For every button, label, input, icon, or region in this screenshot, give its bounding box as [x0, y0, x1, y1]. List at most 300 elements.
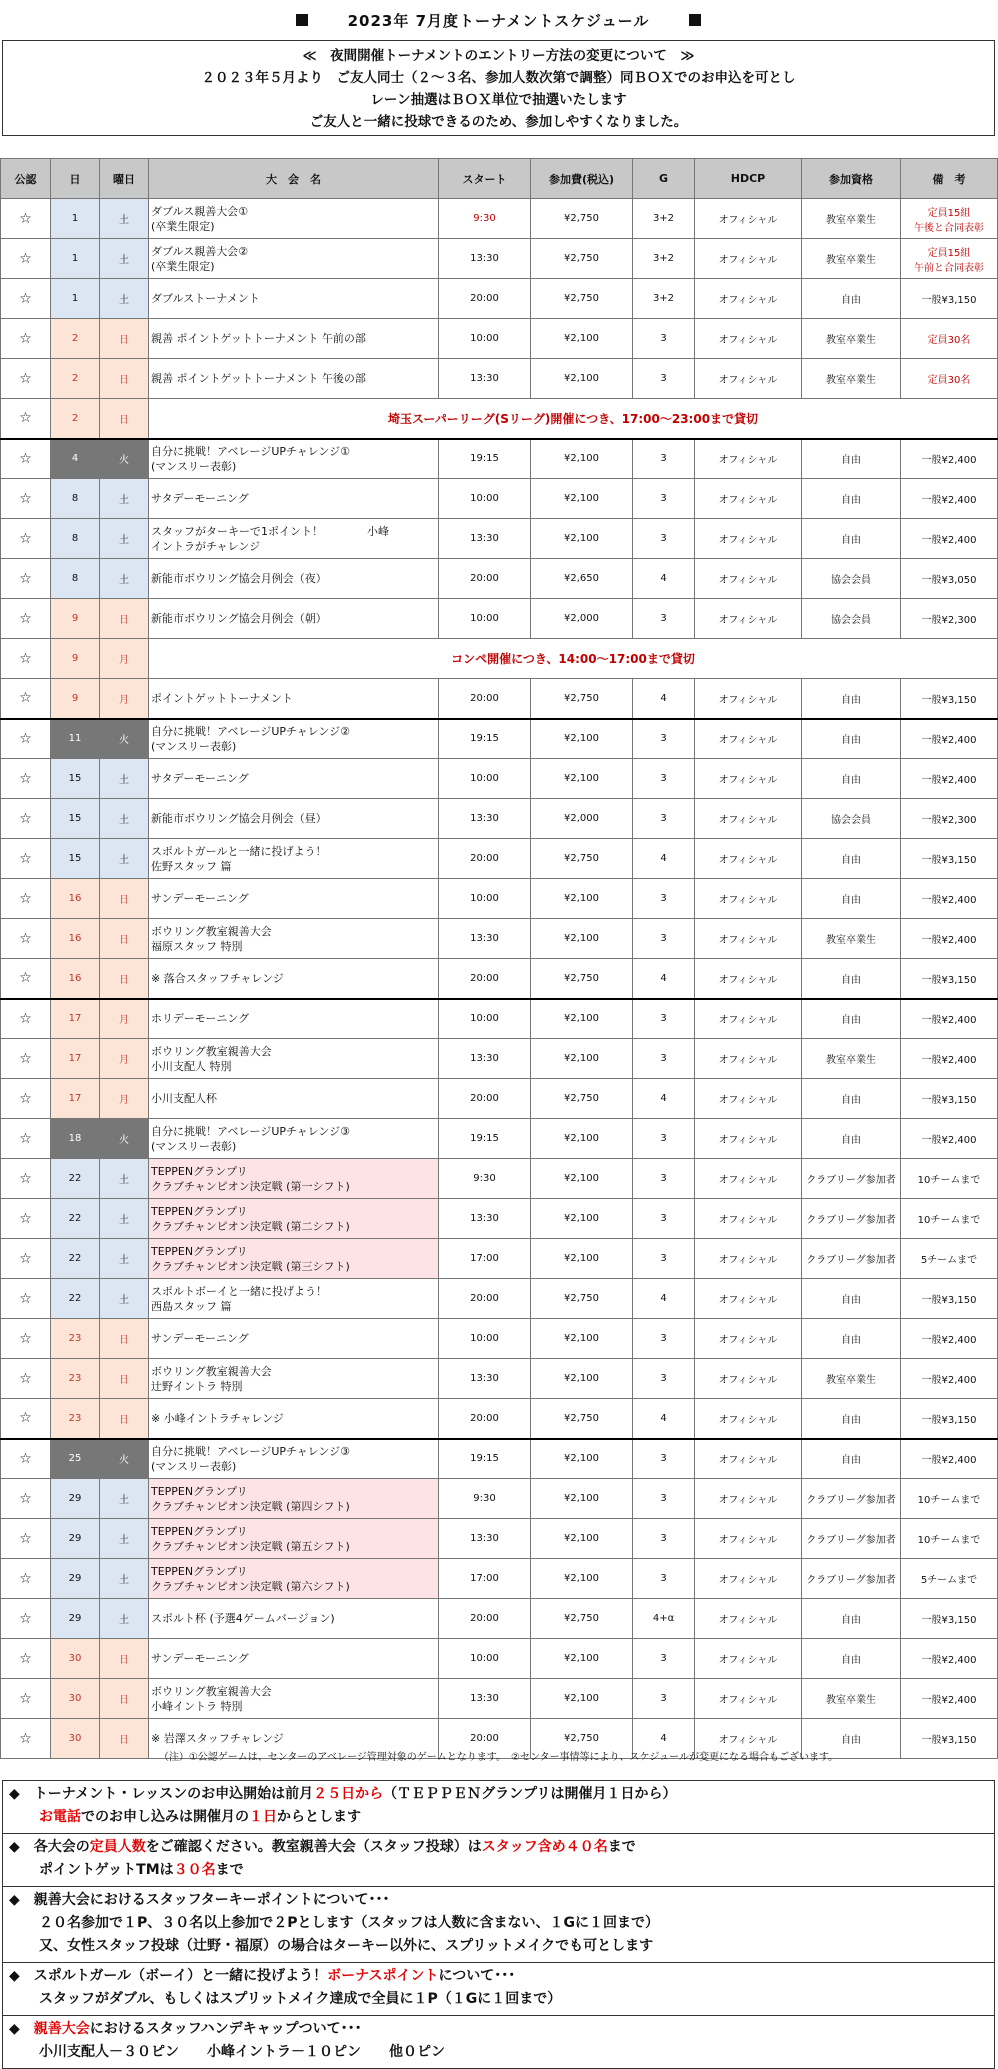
entry-method-notice — [2, 40, 995, 136]
hdcp: オフィシャル — [695, 799, 802, 839]
table-row — [1, 1439, 998, 1479]
start-time: 13:30 — [439, 359, 531, 399]
info-text: ◆ — [9, 2021, 34, 2037]
start-time: 13:30 — [439, 1679, 531, 1719]
col-eligibility: 参加資格 — [802, 159, 901, 199]
name-line: サタデーモーニング — [151, 492, 249, 505]
day-cell: 1 — [51, 199, 100, 239]
eligibility: 自由 — [802, 439, 901, 479]
day-cell: 30 — [51, 1679, 100, 1719]
games: 3 — [633, 599, 695, 639]
name-line: 新能市ボウリング協会月例会（夜） — [151, 572, 327, 585]
eligibility: 協会会員 — [802, 559, 901, 599]
hdcp: オフィシャル — [695, 519, 802, 559]
notes-line: 一般¥2,400 — [921, 1455, 977, 1467]
table-row — [1, 1479, 998, 1519]
notes-line: 一般¥3,150 — [921, 295, 977, 306]
official-star: ☆ — [1, 919, 51, 959]
info-block — [3, 1887, 994, 1963]
weekday-cell: 土 — [100, 199, 149, 239]
hdcp: オフィシャル — [695, 839, 802, 879]
start-time: 20:00 — [439, 279, 531, 319]
notes — [901, 679, 998, 719]
notes-line: 一般¥2,400 — [921, 535, 977, 546]
weekday-cell: 土 — [100, 559, 149, 599]
weekday-cell: 土 — [100, 1559, 149, 1599]
notes — [901, 239, 998, 279]
fee: ¥2,100 — [531, 879, 633, 919]
day-cell: 9 — [51, 639, 100, 679]
games: 3 — [633, 1119, 695, 1159]
official-star: ☆ — [1, 1119, 51, 1159]
games: 3 — [633, 799, 695, 839]
start-time: 20:00 — [439, 1599, 531, 1639]
day-cell: 8 — [51, 519, 100, 559]
weekday-cell: 火 — [100, 439, 149, 479]
official-star: ☆ — [1, 359, 51, 399]
tournament-name — [149, 559, 439, 599]
hdcp: オフィシャル — [695, 999, 802, 1039]
weekday-cell: 土 — [100, 1599, 149, 1639]
name-line: 自分に挑戦！アベレージUPチャレンジ③ — [151, 1124, 351, 1138]
weekday-cell: 火 — [100, 1119, 149, 1159]
official-star: ☆ — [1, 1239, 51, 1279]
info-text: をご確認ください。教室親善大会（スタッフ投球）は — [145, 1839, 482, 1855]
name-line: クラブチャンピオン決定戦 (第一シフト) — [151, 1179, 350, 1193]
info-line — [9, 1859, 988, 1882]
info-highlight: 親善大会 — [33, 2021, 90, 2037]
table-row — [1, 879, 998, 919]
fee: ¥2,100 — [531, 1559, 633, 1599]
fee: ¥2,100 — [531, 759, 633, 799]
tournament-name — [149, 879, 439, 919]
official-star: ☆ — [1, 519, 51, 559]
official-star: ☆ — [1, 1359, 51, 1399]
notes-line: 定員30名 — [927, 335, 971, 346]
name-line: クラブチャンピオン決定戦 (第三シフト) — [151, 1259, 350, 1273]
col-hdcp: HDCP — [695, 159, 802, 199]
official-star: ☆ — [1, 199, 51, 239]
notes — [901, 1599, 998, 1639]
official-star: ☆ — [1, 479, 51, 519]
name-line: 自分に挑戦！アベレージUPチャレンジ① — [151, 444, 351, 458]
tournament-name — [149, 1559, 439, 1599]
info-text: （ＴＥＰＰＥＮグランプリは開催月１日から） — [383, 1786, 677, 1802]
col-games: G — [633, 159, 695, 199]
hdcp: オフィシャル — [695, 559, 802, 599]
table-row — [1, 639, 998, 679]
weekday-cell: 土 — [100, 1199, 149, 1239]
games: 4 — [633, 839, 695, 879]
weekday-cell: 土 — [100, 1159, 149, 1199]
notes-line: 一般¥3,050 — [921, 575, 977, 586]
table-row — [1, 279, 998, 319]
fee: ¥2,750 — [531, 1399, 633, 1439]
table-row — [1, 1599, 998, 1639]
fee: ¥2,750 — [531, 1079, 633, 1119]
start-time: 17:00 — [439, 1559, 531, 1599]
notes — [901, 1679, 998, 1719]
eligibility: 自由 — [802, 1079, 901, 1119]
fee: ¥2,650 — [531, 559, 633, 599]
fee: ¥2,750 — [531, 1279, 633, 1319]
notes-line: 5チームまで — [920, 1575, 978, 1586]
hdcp: オフィシャル — [695, 319, 802, 359]
eligibility: 教室卒業生 — [802, 1359, 901, 1399]
day-cell: 9 — [51, 599, 100, 639]
hdcp: オフィシャル — [695, 1359, 802, 1399]
eligibility: 自由 — [802, 999, 901, 1039]
start-time: 20:00 — [439, 559, 531, 599]
official-star: ☆ — [1, 1519, 51, 1559]
tournament-name — [149, 1159, 439, 1199]
name-line: (マンスリー表彰) — [151, 1459, 237, 1473]
tournament-name — [149, 919, 439, 959]
day-cell: 15 — [51, 839, 100, 879]
hdcp: オフィシャル — [695, 1399, 802, 1439]
name-line: 自分に挑戦！アベレージUPチャレンジ③ — [151, 1444, 351, 1458]
day-cell: 17 — [51, 1079, 100, 1119]
table-row — [1, 999, 998, 1039]
eligibility: 自由 — [802, 479, 901, 519]
info-text: について･･･ — [438, 1968, 516, 1984]
official-star: ☆ — [1, 1319, 51, 1359]
notes-line: 定員15組 — [927, 207, 971, 219]
tournament-name — [149, 799, 439, 839]
name-line: ダブルス親善大会① — [151, 204, 249, 218]
start-time: 10:00 — [439, 879, 531, 919]
day-cell: 4 — [51, 439, 100, 479]
notes-line: 定員15組 — [927, 247, 971, 259]
info-block — [3, 2016, 994, 2068]
tournament-name — [149, 1199, 439, 1239]
games: 3 — [633, 879, 695, 919]
table-row — [1, 1559, 998, 1599]
hdcp: オフィシャル — [695, 199, 802, 239]
eligibility: 教室卒業生 — [802, 919, 901, 959]
start-time: 20:00 — [439, 1399, 531, 1439]
fee: ¥2,100 — [531, 1239, 633, 1279]
info-text: ポイントゲットTMは — [39, 1862, 174, 1878]
name-line: クラブチャンピオン決定戦 (第六シフト) — [151, 1579, 350, 1593]
fee: ¥2,100 — [531, 1319, 633, 1359]
name-line: 小川支配人杯 — [151, 1092, 217, 1105]
games: 4 — [633, 959, 695, 999]
day-cell: 25 — [51, 1439, 100, 1479]
notice-line: レーン抽選はＢＯＸ単位で抽選いたします — [370, 92, 627, 108]
fee: ¥2,100 — [531, 919, 633, 959]
info-line — [9, 2041, 988, 2064]
eligibility: 自由 — [802, 1639, 901, 1679]
weekday-cell: 土 — [100, 279, 149, 319]
day-cell: 22 — [51, 1199, 100, 1239]
info-line — [9, 1836, 988, 1859]
name-line: 西島スタッフ 篇 — [151, 1299, 232, 1313]
tournament-name — [149, 1359, 439, 1399]
eligibility: 自由 — [802, 1319, 901, 1359]
tournament-name — [149, 239, 439, 279]
official-star: ☆ — [1, 1159, 51, 1199]
notes-line: 一般¥3,150 — [921, 1414, 977, 1426]
fee: ¥2,100 — [531, 1199, 633, 1239]
notes-line: 一般¥2,400 — [921, 1655, 977, 1666]
start-time: 20:00 — [439, 1079, 531, 1119]
col-weekday: 曜日 — [100, 159, 149, 199]
notes — [901, 959, 998, 999]
games: 4 — [633, 1719, 695, 1759]
notes-line: 一般¥3,150 — [921, 1295, 977, 1306]
info-line — [9, 1783, 988, 1806]
table-row — [1, 1119, 998, 1159]
notes-line: 一般¥3,150 — [921, 1095, 977, 1106]
hdcp: オフィシャル — [695, 1559, 802, 1599]
col-start: スタート — [439, 159, 531, 199]
tournament-name — [149, 319, 439, 359]
notes-line: 一般¥3,150 — [921, 1735, 977, 1746]
info-line — [9, 2018, 988, 2041]
info-highlight: ２５日から — [313, 1786, 384, 1802]
table-row — [1, 439, 998, 479]
table-row — [1, 1319, 998, 1359]
notes-line: 午前と合同表彰 — [914, 262, 984, 274]
hdcp: オフィシャル — [695, 1479, 802, 1519]
name-line: TEPPENグランプリ — [151, 1204, 248, 1218]
tournament-name — [149, 1599, 439, 1639]
info-text: まで — [607, 1839, 636, 1855]
start-time: 13:30 — [439, 1519, 531, 1559]
name-line: TEPPENグランプリ — [151, 1164, 248, 1178]
day-cell: 11 — [51, 719, 100, 759]
fee: ¥2,100 — [531, 319, 633, 359]
weekday-cell: 土 — [100, 1519, 149, 1559]
day-cell: 23 — [51, 1359, 100, 1399]
day-cell: 8 — [51, 479, 100, 519]
hdcp: オフィシャル — [695, 1239, 802, 1279]
fee: ¥2,100 — [531, 1039, 633, 1079]
info-line — [9, 1806, 988, 1829]
fee: ¥2,100 — [531, 1159, 633, 1199]
weekday-cell: 月 — [100, 639, 149, 679]
eligibility: 自由 — [802, 519, 901, 559]
name-line: サンデーモーニング — [151, 1652, 249, 1665]
notes-line: 一般¥2,400 — [921, 895, 977, 906]
notes-line: 一般¥2,400 — [921, 1695, 977, 1706]
tournament-name — [149, 479, 439, 519]
notes — [901, 199, 998, 239]
info-line — [9, 1965, 988, 1988]
tournament-name — [149, 679, 439, 719]
games: 4 — [633, 679, 695, 719]
hdcp: オフィシャル — [695, 879, 802, 919]
games: 3 — [633, 1319, 695, 1359]
tournament-name — [149, 1479, 439, 1519]
info-line — [9, 1889, 988, 1912]
info-block — [3, 1963, 994, 2016]
day-cell: 16 — [51, 959, 100, 999]
info-text: ◆ スポルトガール（ボーイ）と一緒に投げよう！ — [9, 1968, 328, 1984]
start-time: 10:00 — [439, 1319, 531, 1359]
notes-line: 10チームまで — [917, 1215, 981, 1226]
table-row — [1, 519, 998, 559]
hdcp: オフィシャル — [695, 1519, 802, 1559]
games: 3 — [633, 1359, 695, 1399]
notes-line: 一般¥2,400 — [921, 1375, 977, 1386]
eligibility: クラブリーグ参加者 — [802, 1479, 901, 1519]
table-row — [1, 239, 998, 279]
name-line: 小峰イントラ 特別 — [151, 1699, 243, 1713]
name-line: (マンスリー表彰) — [151, 1139, 237, 1153]
name-line: ボウリング教室親善大会 — [151, 1684, 272, 1698]
info-line — [9, 1912, 988, 1935]
col-day: 日 — [51, 159, 100, 199]
table-row — [1, 199, 998, 239]
notes — [901, 1439, 998, 1479]
start-time: 19:15 — [439, 439, 531, 479]
official-star: ☆ — [1, 1279, 51, 1319]
games: 3 — [633, 439, 695, 479]
official-star: ☆ — [1, 759, 51, 799]
official-star: ☆ — [1, 1439, 51, 1479]
table-row — [1, 839, 998, 879]
official-star: ☆ — [1, 1639, 51, 1679]
weekday-cell: 日 — [100, 919, 149, 959]
notes — [901, 1159, 998, 1199]
eligibility: 教室卒業生 — [802, 359, 901, 399]
official-star: ☆ — [1, 1599, 51, 1639]
weekday-cell: 日 — [100, 359, 149, 399]
notice-heading: ≪ 夜間開催トーナメントのエントリー方法の変更について ≫ — [302, 48, 695, 64]
info-text: ２０名参加で１P、３０名以上参加で２Pとします（スタッフは人数に含まない、１Gに１回まで） — [39, 1915, 660, 1931]
fee: ¥2,100 — [531, 359, 633, 399]
official-star: ☆ — [1, 1039, 51, 1079]
eligibility: 教室卒業生 — [802, 239, 901, 279]
table-row — [1, 1279, 998, 1319]
eligibility: 自由 — [802, 879, 901, 919]
info-line — [9, 1988, 988, 2011]
hdcp: オフィシャル — [695, 1279, 802, 1319]
games: 3 — [633, 519, 695, 559]
info-block — [3, 1781, 994, 1834]
eligibility: 教室卒業生 — [802, 199, 901, 239]
name-line: (マンスリー表彰) — [151, 739, 237, 753]
day-cell: 29 — [51, 1559, 100, 1599]
notes-line: 一般¥2,300 — [921, 815, 977, 826]
notes — [901, 919, 998, 959]
notes-line: 午後と合同表彰 — [914, 222, 984, 234]
name-line: ※ 小峰イントラチャレンジ — [151, 1411, 284, 1425]
name-line: (卒業生限定) — [151, 259, 215, 273]
name-line: クラブチャンピオン決定戦 (第二シフト) — [151, 1219, 350, 1233]
tournament-name — [149, 199, 439, 239]
weekday-cell: 日 — [100, 1399, 149, 1439]
info-box — [2, 1780, 995, 2069]
day-cell: 2 — [51, 359, 100, 399]
day-cell: 18 — [51, 1119, 100, 1159]
notes — [901, 1319, 998, 1359]
fee: ¥2,100 — [531, 1519, 633, 1559]
info-text: 又、女性スタッフ投球（辻野・福原）の場合はターキー以外に、スプリットメイクでも可とします — [39, 1938, 654, 1954]
games: 3 — [633, 1239, 695, 1279]
info-highlight: スタッフ含め４０名 — [481, 1839, 608, 1855]
games: 3+2 — [633, 199, 695, 239]
notes-line: 一般¥2,400 — [921, 495, 977, 506]
day-cell: 17 — [51, 1039, 100, 1079]
name-line: TEPPENグランプリ — [151, 1244, 248, 1258]
fee: ¥2,100 — [531, 1679, 633, 1719]
weekday-cell: 日 — [100, 1679, 149, 1719]
notes-line: 一般¥3,150 — [921, 694, 977, 706]
tournament-name — [149, 1039, 439, 1079]
games: 3 — [633, 1679, 695, 1719]
notes — [901, 719, 998, 759]
table-row — [1, 559, 998, 599]
notes — [901, 1119, 998, 1159]
start-time: 17:00 — [439, 1239, 531, 1279]
notes — [901, 1559, 998, 1599]
fee: ¥2,000 — [531, 799, 633, 839]
weekday-cell: 日 — [100, 879, 149, 919]
start-time: 10:00 — [439, 479, 531, 519]
eligibility: 自由 — [802, 759, 901, 799]
weekday-cell: 日 — [100, 959, 149, 999]
hdcp: オフィシャル — [695, 759, 802, 799]
official-star: ☆ — [1, 239, 51, 279]
table-row — [1, 479, 998, 519]
games: 3+2 — [633, 279, 695, 319]
games: 3 — [633, 1199, 695, 1239]
eligibility: 自由 — [802, 959, 901, 999]
table-row — [1, 319, 998, 359]
square-icon — [296, 14, 308, 26]
weekday-cell: 土 — [100, 1239, 149, 1279]
day-cell: 22 — [51, 1159, 100, 1199]
notes-line: 一般¥2,300 — [921, 615, 977, 626]
table-row — [1, 1239, 998, 1279]
name-line: ボウリング教室親善大会 — [151, 1044, 272, 1058]
start-time: 19:15 — [439, 1439, 531, 1479]
closure-notice: 埼玉スーパーリーグ(Sリーグ)開催につき、17:00～23:00まで貸切 — [149, 399, 998, 439]
table-row — [1, 759, 998, 799]
eligibility: クラブリーグ参加者 — [802, 1159, 901, 1199]
info-text: ◆ 親善大会におけるスタッフターキーポイントについて･･･ — [9, 1892, 390, 1908]
weekday-cell: 土 — [100, 1479, 149, 1519]
hdcp: オフィシャル — [695, 479, 802, 519]
notes-line: 10チームまで — [917, 1175, 981, 1186]
games: 3+2 — [633, 239, 695, 279]
name-line: イントラがチャレンジ — [151, 539, 261, 553]
fee: ¥2,100 — [531, 1119, 633, 1159]
day-cell: 30 — [51, 1719, 100, 1759]
hdcp: オフィシャル — [695, 1119, 802, 1159]
name-line: ダブルストーナメント — [151, 292, 260, 305]
notes-line: 一般¥3,150 — [921, 855, 977, 866]
hdcp: オフィシャル — [695, 1639, 802, 1679]
table-row — [1, 1039, 998, 1079]
info-block — [3, 1834, 994, 1887]
hdcp: オフィシャル — [695, 1439, 802, 1479]
official-star: ☆ — [1, 799, 51, 839]
info-highlight: お電話 — [39, 1809, 81, 1825]
hdcp: オフィシャル — [695, 679, 802, 719]
weekday-cell: 土 — [100, 1279, 149, 1319]
name-line: スポルトボーイと一緒に投げよう！ — [151, 1284, 327, 1298]
notes — [901, 1479, 998, 1519]
hdcp: オフィシャル — [695, 1719, 802, 1759]
info-text: まで — [215, 1862, 244, 1878]
official-star: ☆ — [1, 1079, 51, 1119]
notes — [901, 839, 998, 879]
info-text: 小川支配人－３０ピン 小峰イントラ－１０ピン 他０ピン — [39, 2044, 445, 2060]
